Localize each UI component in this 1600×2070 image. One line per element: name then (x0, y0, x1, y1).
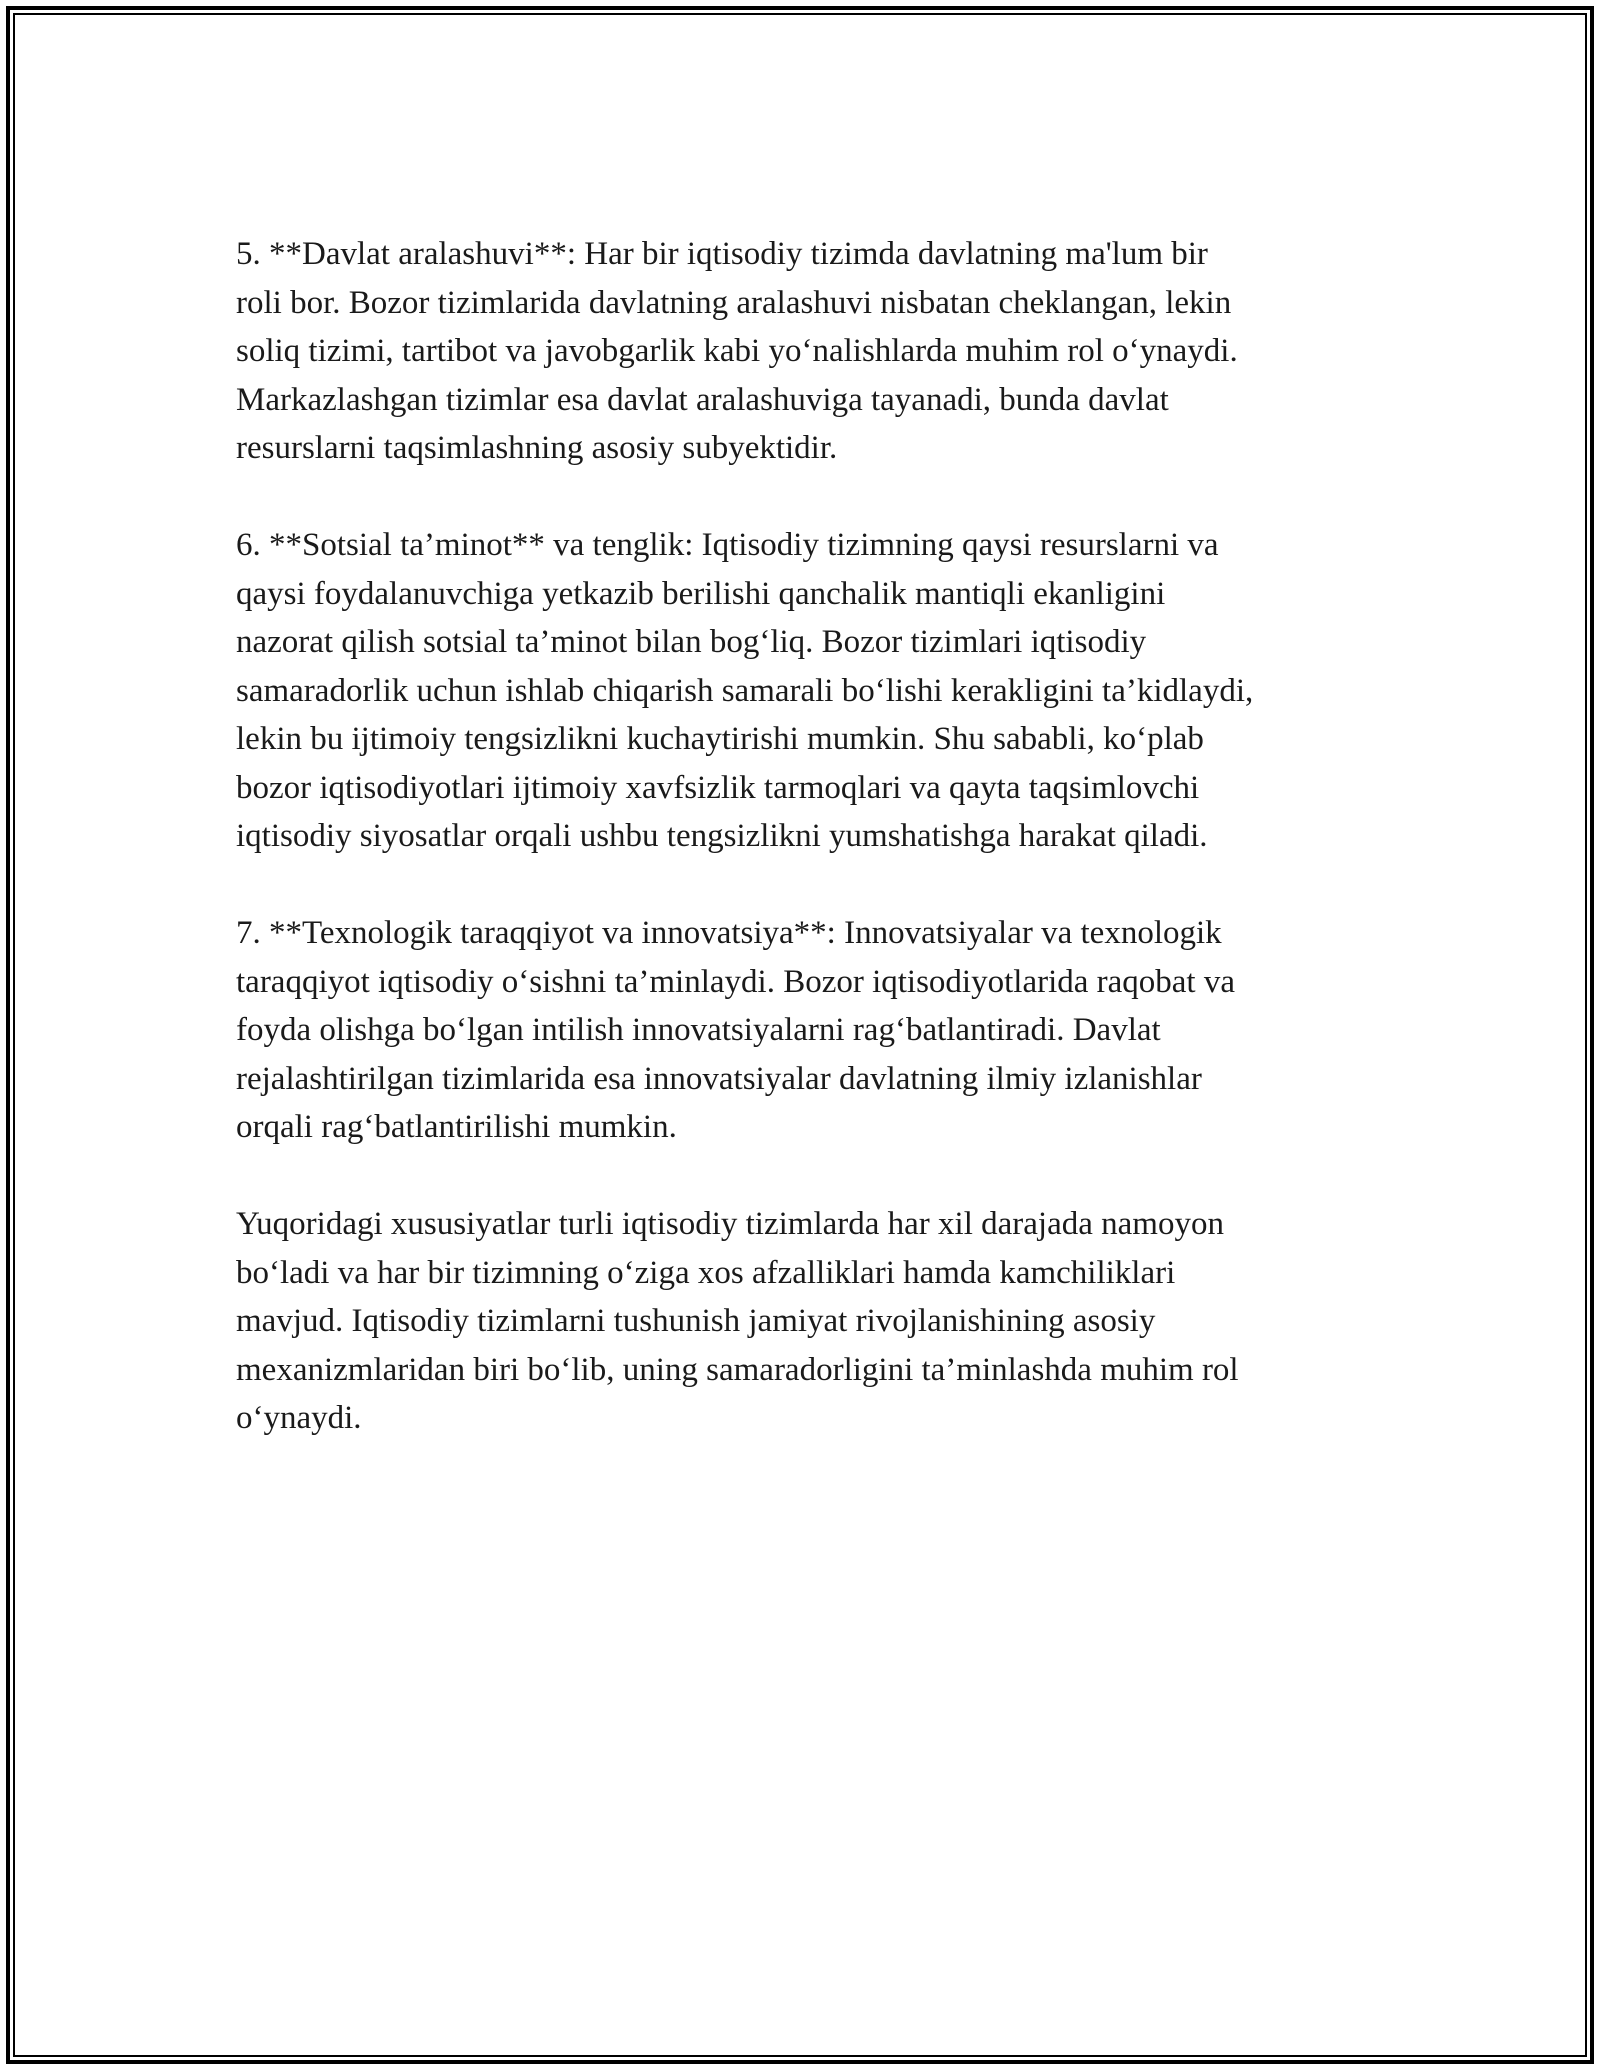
paragraph-conclusion (236, 1200, 1386, 1443)
paragraph-technology-innovation (236, 909, 1386, 1152)
text-line: 5. **Davlat aralashuvi**: Har bir iqtisodiy tizimda davlatning ma'lum bir (236, 236, 1208, 272)
text-line: nazorat qilish sotsial ta’minot bilan bog‘liq. Bozor tizimlari iqtisodiy (236, 624, 1147, 660)
text-line: resurslarni taqsimlashning asosiy subyektidir. (236, 430, 838, 466)
text-line: roli bor. Bozor tizimlarida davlatning aralashuvi nisbatan cheklangan, lekin (236, 284, 1232, 321)
text-line: Yuqoridagi xususiyatlar turli iqtisodiy tizimlarda har xil darajada namoyon (236, 1206, 1224, 1242)
text-line: Markazlashgan tizimlar esa davlat aralashuviga tayanadi, bunda davlat (236, 381, 1169, 418)
text-line: samaradorlik uchun ishlab chiqarish samarali bo‘lishi kerakligini ta’kidlaydi, (236, 672, 1254, 709)
text-line: rejalashtirilgan tizimlarida esa innovatsiyalar davlatning ilmiy izlanishlar (236, 1060, 1202, 1097)
text-line: bozor iqtisodiyotlari ijtimoiy xavfsizlik tarmoqlari va qayta taqsimlovchi (236, 769, 1200, 806)
text-line: bo‘ladi va har bir tizimning o‘ziga xos afzalliklari hamda kamchiliklari (236, 1254, 1176, 1291)
text-line: qaysi foydalanuvchiga yetkazib berilishi qanchalik mantiqli ekanligini (236, 575, 1166, 612)
text-line: 6. **Sotsial ta’minot** va tenglik: Iqtisodiy tizimning qaysi resurslarni va (236, 527, 1219, 563)
text-line: 7. **Texnologik taraqqiyot va innovatsiya**: Innovatsiyalar va texnologik (236, 915, 1222, 951)
text-line: mexanizmlaridan biri bo‘lib, uning samaradorligini ta’minlashda muhim rol (236, 1351, 1239, 1388)
text-line: taraqqiyot iqtisodiy o‘sishni ta’minlaydi. Bozor iqtisodiyotlarida raqobat va (236, 963, 1235, 1000)
text-line: mavjud. Iqtisodiy tizimlarni tushunish jamiyat rivojlanishining asosiy (236, 1303, 1156, 1339)
paragraph-state-intervention (236, 230, 1386, 473)
text-line: iqtisodiy siyosatlar orqali ushbu tengsizlikni yumshatishga harakat qiladi. (236, 818, 1208, 854)
text-line: soliq tizimi, tartibot va javobgarlik kabi yo‘nalishlarda muhim rol o‘ynaydi. (236, 333, 1238, 369)
text-line: lekin bu ijtimoiy tengsizlikni kuchaytirishi mumkin. Shu sababli, ko‘plab (236, 721, 1204, 757)
document-body (236, 230, 1386, 1443)
text-line: foyda olishga bo‘lgan intilish innovatsiyalarni rag‘batlantiradi. Davlat (236, 1012, 1161, 1048)
text-line: o‘ynaydi. (236, 1400, 362, 1436)
text-line: orqali rag‘batlantirilishi mumkin. (236, 1109, 677, 1145)
paragraph-social-security (236, 521, 1386, 861)
